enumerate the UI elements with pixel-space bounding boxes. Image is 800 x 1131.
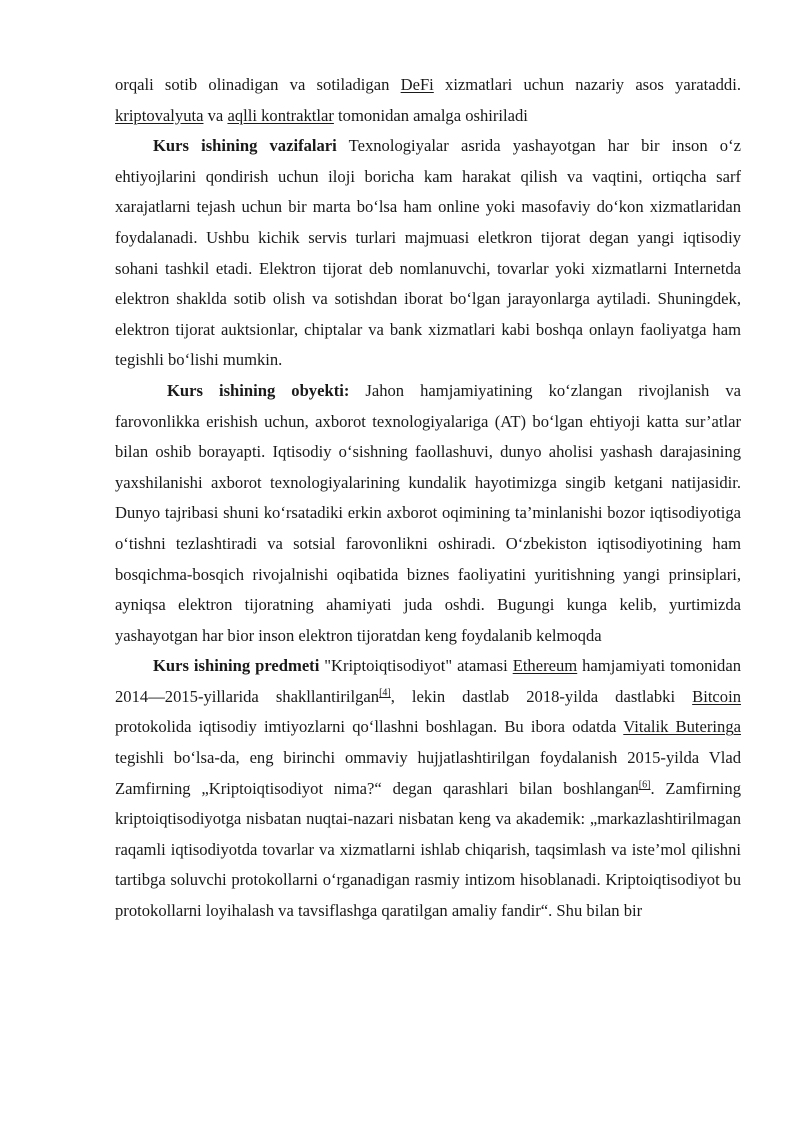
link-ethereum[interactable]: Ethereum <box>512 656 578 676</box>
text: Jahon hamjamiyatining ko‘zlangan rivojlanish va farovonlikka erishish uchun, axborot texnologiyalariga (AT) bo‘lgan ehtiyoji katta sur’atlar bilan oshib borayapti. Iqtisodiy o‘sishning faollashuvi, dunyo aholisi yashash darajasining yaxshilanishi axborot texnologiyalarining kundalik hayotimizga singib ketgani natijasidir. Dunyo tajribasi shuni ko‘rsatadiki erkin axborot oqimining ta’minlanishi bozor iqtisodiyotiga o‘tishni tezlashtiradi va sotsial farovonlikni oshiradi. O‘zbekiston iqtisodiyotining ham bosqichma-bosqich rivojalnishi oqibatida biznes faoliyatini yuritishning yangi prinsiplari, ayniqsa elektron tijoratning ahamiyati juda oshdi. Bugungi kunga kelib, yurtimizda yashayotgan har bior inson elektron tijoratdan keng foydalanib kelmoqda <box>115 380 741 645</box>
heading-obyekti: Kurs ishining obyekti: <box>167 380 350 400</box>
paragraph-defi <box>115 70 741 131</box>
document-page <box>115 70 741 927</box>
text: , lekin dastlab 2018-yilda dastlabki <box>390 686 693 706</box>
text: hamjamiyati tomonidan 2014—2015-yillarida shakllantirilgan <box>115 656 741 706</box>
text: tegishli bo‘lsa-da, eng birinchi ommaviy hujjatlashtirilgan foydalanish 2015-yilda Vlad Zamfirning „Kriptoiqtisodiyot nima?“ degan qarashlari bilan boshlangan <box>115 748 741 798</box>
footnote-ref-4[interactable]: [4] <box>379 687 391 699</box>
text: Texnologiyalar asrida yashayotgan har bir inson o‘z ehtiyojlarini qondirish uchun iloji boricha kam harakat qilish va vaqtini, ortiqcha sarf xarajatlarni tejash uchun bir marta bo‘lsa ham online yoki masofaviy do‘kon xizmatlaridan foydalanadi. Ushbu kichik servis turlari majmuasi eletkron tijorat degan yangi iqtisodiy sohani tashkil etadi. Elektron tijorat deb nomlanuvchi, tovarlar yoki xizmatlarni Internetda elektron shaklda sotib olish va sotishdan iborat bo‘lgan jarayonlarga aytiladi. Shuningdek, elektron tijorat auktsionlar, chiptalar va bank xizmatlari kabi boshqa onlayn faoliyatga ham tegishli bo‘lishi mumkin. <box>115 136 741 370</box>
link-vitalik-buteringa[interactable]: Vitalik Buteringa <box>623 717 741 737</box>
link-bitcoin[interactable]: Bitcoin <box>692 686 741 706</box>
paragraph-vazifalari <box>115 131 741 376</box>
link-kriptovalyuta[interactable]: kriptovalyuta <box>115 105 204 125</box>
link-defi[interactable]: DeFi <box>400 75 434 94</box>
text: protokolida iqtisodiy imtiyozlarni qo‘llashni boshlagan. Bu ibora odatda <box>115 717 624 737</box>
paragraph-obyekti <box>115 376 741 651</box>
text: . Zamfirning kriptoiqtisodiyotga nisbatan nuqtai-nazari nisbatan keng va akademik: „markazlashtirilmagan raqamli iqtisodiyotda tovarlar va xizmatlarni ishlab chiqarish, taqsimlash va iste’mol qilishni tartibga soluvchi protokollarni o‘rganadigan rasmiy intizom hisoblanadi. Kriptoiqtisodiyot bu protokollarni loyihalash va tavsiflashga qaratilgan amaliy fandir“. Shu bilan bir <box>115 778 741 921</box>
heading-predmeti: Kurs ishining predmeti <box>153 656 320 676</box>
text: orqali sotib olinadigan va sotiladigan <box>115 75 401 94</box>
footnote-ref-6[interactable]: [6] <box>638 779 651 791</box>
link-aqlli-kontraktlar[interactable]: aqlli kontraktlar <box>227 105 334 125</box>
text: tomonidan amalga oshiriladi <box>333 105 528 125</box>
paragraph-predmeti <box>115 651 741 926</box>
text: xizmatlari uchun nazariy asos yarataddi. <box>433 75 741 94</box>
text: va <box>203 105 228 125</box>
text: "Kriptoiqtisodiyot" atamasi <box>319 656 513 676</box>
heading-vazifalari: Kurs ishining vazifalari <box>153 136 337 156</box>
